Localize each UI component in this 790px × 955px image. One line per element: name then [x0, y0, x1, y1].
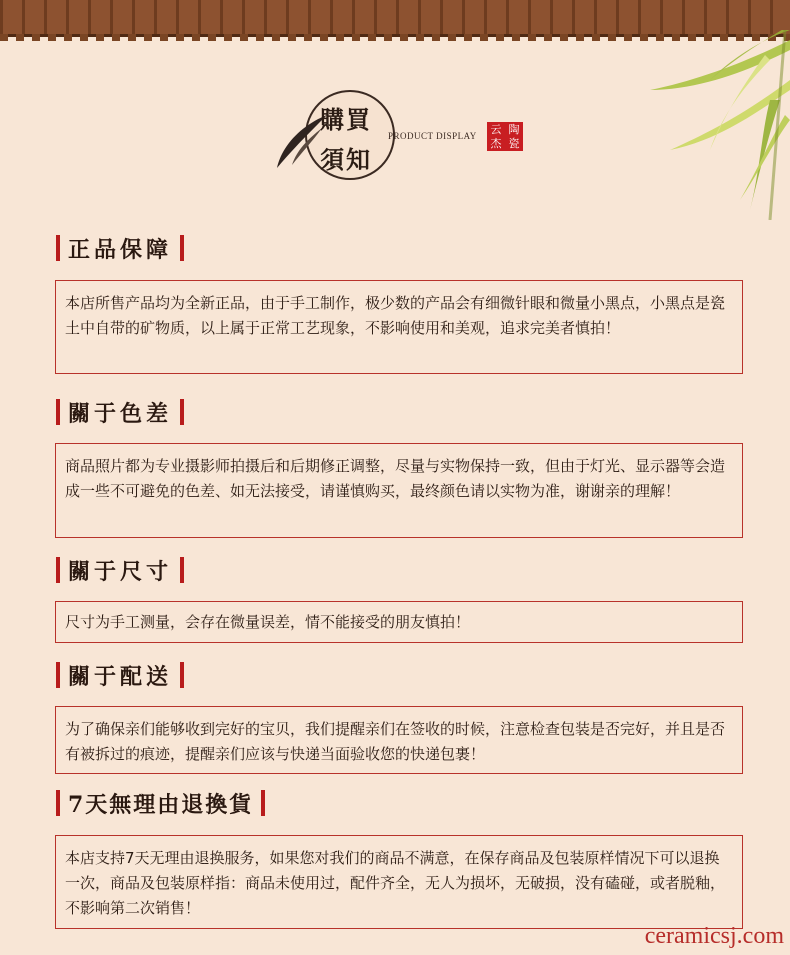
bamboo-leaves-decoration — [610, 30, 790, 220]
heading-bar-right — [180, 235, 184, 261]
badge-title-line2: 須知 — [320, 145, 372, 174]
badge-title-line1: 購買 — [320, 105, 372, 134]
red-seal-stamp — [487, 122, 523, 151]
section-body-returns: 本店支持7天无理由退换服务，如果您对我们的商品不满意，在保存商品及包装原样情况下可以退换一次，商品及包装原样指：商品未使用过，配件齐全，无人为损坏，无破损，没有磕碰，或者脱釉，不影响第二次销售！ — [55, 835, 743, 929]
section-heading-color — [56, 397, 184, 427]
seal-char: 杰 — [490, 137, 502, 150]
seal-char: 陶 — [508, 123, 520, 136]
product-display-label: PRODUCT DISPLAY — [388, 131, 477, 141]
watermark: ceramicsj.com — [644, 923, 784, 949]
heading-bar-right — [180, 399, 184, 425]
section-heading-text: 關于配送 — [68, 663, 173, 690]
heading-bar-right — [180, 662, 184, 688]
section-heading-size — [56, 555, 184, 585]
section-body-size: 尺寸为手工测量，会存在微量误差，情不能接受的朋友慎拍！ — [55, 601, 743, 643]
seal-char: 云 — [490, 123, 502, 136]
section-body-delivery: 为了确保亲们能够收到完好的宝贝，我们提醒亲们在签收的时候，注意检查包装是否完好，并且是否有被拆过的痕迹，提醒亲们应该与快递当面验收您的快递包裹！ — [55, 706, 743, 774]
section-heading-text: 關于尺寸 — [68, 558, 173, 585]
section-body-color: 商品照片都为专业摄影师拍摄后和后期修正调整，尽量与实物保持一致，但由于灯光、显示器等会造成一些不可避免的色差、如无法接受，请谨慎购买，最终颜色请以实物为准，谢谢亲的理解！ — [55, 443, 743, 538]
section-heading-authentic — [56, 233, 184, 263]
section-heading-text: 正品保障 — [68, 236, 173, 263]
heading-bar-right — [180, 557, 184, 583]
heading-bar-right — [261, 790, 265, 816]
section-heading-delivery — [56, 660, 184, 690]
section-body-authentic: 本店所售产品均为全新正品，由于手工制作，极少数的产品会有细微针眼和微量小黑点，小黑点是瓷土中自带的矿物质，以上属于正常工艺现象，不影响使用和美观，追求完美者慎拍！ — [55, 280, 743, 374]
section-heading-text: 7天無理由退換貨 — [68, 791, 254, 818]
seal-char: 瓷 — [508, 137, 520, 150]
section-heading-text: 關于色差 — [68, 400, 173, 427]
section-heading-returns — [56, 788, 265, 818]
